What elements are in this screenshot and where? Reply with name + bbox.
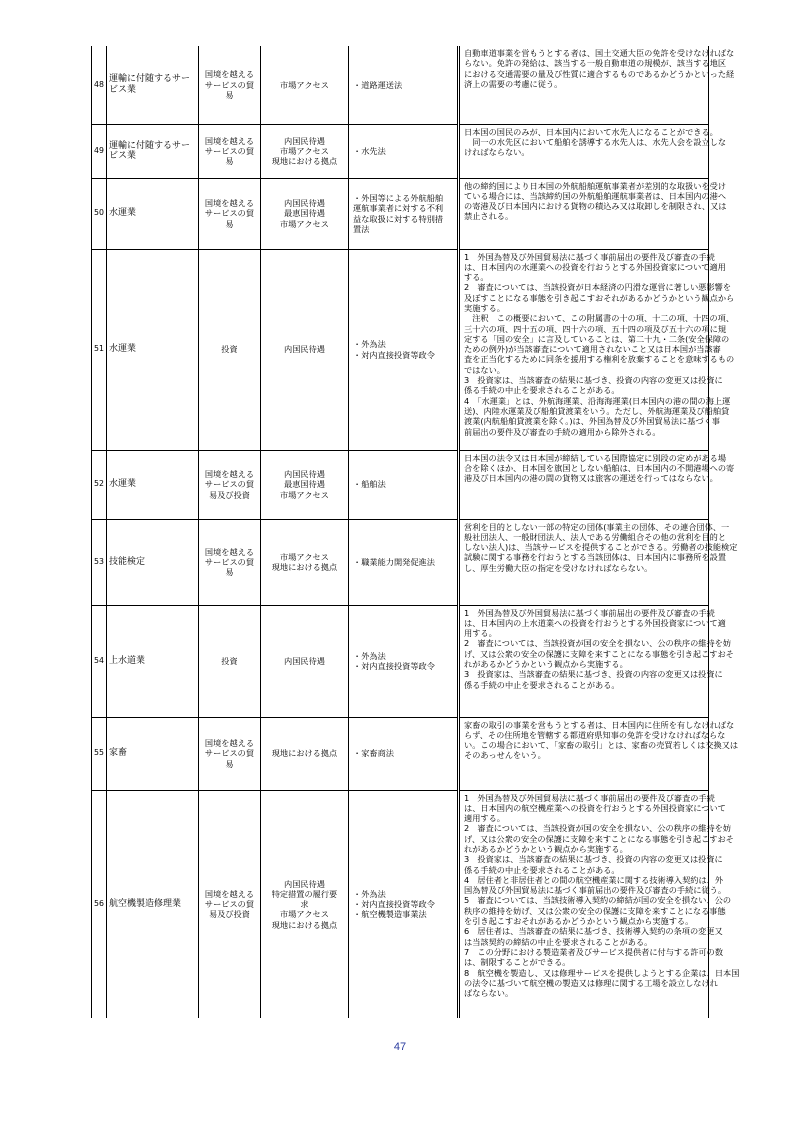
row-number: 53 (92, 519, 107, 605)
cell-line: ければならない。 (464, 147, 530, 158)
cell-line: 及ぼすことになる事態を引き起こすおそれがあるかどうかという観点から (464, 292, 735, 303)
cell-line: 現地における拠点 (271, 562, 338, 572)
obligation-cell (199, 519, 261, 605)
sector-cell: 水運業 (107, 450, 199, 519)
cell-line: 国境を越える (204, 738, 255, 749)
table-row (92, 605, 709, 717)
cell-line: 三十六の項、四十五の項、四十六の項、五十四の項及び五十六の項に規 (464, 323, 727, 334)
cell-line: ・職業能力開発促進法 (353, 556, 435, 567)
cell-line: ている場合には、当該締約国の外航船舶運航事業者は、日本国内の港へ (464, 190, 727, 201)
cell-line: 適用する。 (464, 813, 505, 824)
cell-line: 置法 (353, 223, 370, 234)
cell-line: げ、又は公衆の安全の保護に支障を来すことになる事態を引き起こすおそ (464, 648, 734, 659)
cell-line: 7 この分野における製造業者及びサービス提供者に付与する許可の数 (464, 946, 724, 957)
cell-line: 易 (225, 758, 234, 769)
cell-line: 日本国の国民のみが、日本国内において水先人になることができる。 (464, 126, 718, 137)
description-cell (459, 790, 740, 1018)
cell-line: 易 (225, 567, 234, 578)
cell-line: 実施する。 (464, 302, 505, 313)
obligation-cell (199, 124, 261, 178)
table-row (92, 124, 709, 178)
cell-line: サービスの貿 (204, 556, 255, 567)
cell-line: ・家畜商法 (353, 748, 394, 759)
sector-cell: 家畜 (107, 717, 199, 790)
cell-line: 定する「国の安全」に言及していることは、第二十九・二条(安全保障の (464, 333, 730, 344)
cell-line: 市場アクセス (280, 79, 329, 90)
cell-line: 易及び投資 (209, 909, 250, 920)
cell-line: の寄港及び日本国内における貨物の積込み又は取卸しを制限され、又は (464, 201, 727, 212)
cell-line: 易及び投資 (209, 489, 250, 500)
table-row (92, 46, 709, 124)
cell-line: ではない。 (464, 364, 505, 375)
cell-line: 合を除くほか、日本国を旗国としない船舶は、日本国内の不開港場への寄 (464, 462, 735, 473)
cell-line: は当該契約の締結の中止を要求されることがある。 (464, 936, 653, 947)
cell-line: 1 外国為替及び外国貿易法に基づく事前届出の要件及び審査の手続 (464, 607, 715, 618)
category-cell (261, 249, 349, 450)
cell-line: は、日本国内の水運業への投資を行おうとする外国投資家について適用 (464, 261, 726, 272)
obligation-cell (199, 605, 261, 717)
description-cell (459, 519, 738, 605)
category-cell (261, 717, 349, 790)
category-cell (261, 519, 349, 605)
category-cell (261, 178, 349, 249)
cell-line: 市場アクセス (280, 218, 329, 229)
cell-line: 易 (225, 156, 234, 167)
law-cell (349, 249, 459, 450)
cell-line: ・外国等による外航船舶 (353, 192, 444, 203)
cell-line: 市場アクセス (280, 551, 329, 562)
cell-line: しない法人)は、当該サービスを提供することができる。労働者の技能検定 (464, 542, 738, 553)
obligation-cell (199, 178, 261, 249)
cell-line: 港及び日本国内の港の間の貨物又は旅客の運送を行ってはならない。 (464, 473, 718, 484)
law-cell (349, 450, 459, 519)
cell-line: 5 審査については、当該技術導入契約の締結が国の安全を損ない、公の (464, 895, 732, 906)
cell-line: げ、又は公衆の安全の保護に支障を来すことになる事態を引き起こすおそ (464, 833, 734, 844)
cell-line: を引き起こすおそれがあるかどうかという観点から実施する。 (464, 916, 694, 927)
cell-line: 市場アクセス (280, 145, 329, 156)
cell-line: 試験に関する事務を行おうとする当該団体は、日本国内に事務所を設置 (464, 552, 727, 563)
cell-line: ・航空機製造事業法 (353, 909, 427, 920)
cell-line: 3 投資家は、当該審査の結果に基づき、投資の内容の変更又は投資に (464, 854, 723, 865)
cell-line: い。この場合において、「家畜の取引」とは、家畜の売買若しくは交換又は (464, 740, 739, 751)
cell-line: 送)、内陸水運業及び船舶貸渡業をいう。ただし、外航海運業及び船舶貸 (464, 405, 730, 416)
table-row (92, 519, 709, 605)
sector-cell: 運輸に付随するサービス業 (107, 46, 199, 124)
cell-line: サービスの貿 (204, 79, 255, 90)
cell-line: ・船舶法 (353, 479, 386, 490)
obligation-cell (199, 790, 261, 1018)
cell-line: サービスの貿 (204, 748, 255, 759)
cell-line: 内国民待遇 (284, 655, 325, 666)
cell-line: する。 (464, 272, 489, 283)
table-row (92, 249, 709, 450)
cell-line: 他の締約国により日本国の外航船舶運航事業者が差別的な取扱いを受け (464, 180, 727, 191)
cell-line: 投資 (221, 655, 238, 666)
law-cell (349, 605, 459, 717)
reservations-table (91, 46, 740, 1018)
cell-line: し、厚生労働大臣の指定を受けなければならない。 (464, 562, 653, 573)
cell-line: サービスの貿 (204, 208, 255, 219)
description-cell (459, 46, 735, 124)
cell-line: 最恵国待遇 (284, 479, 325, 490)
cell-line: 前届出の要件及び審査の手続の適用から除外される。 (464, 426, 661, 437)
cell-line: 2 審査については、当該投資が国の安全を損ない、公の秩序の維持を妨 (464, 823, 732, 834)
cell-line: 3 投資家は、当該審査の結果に基づき、投資の内容の変更又は投資に (464, 375, 723, 386)
cell-line: サービスの貿 (204, 899, 255, 910)
row-number: 52 (92, 450, 107, 519)
cell-line: 注釈 この概要において、この附属書の十の項、十二の項、十四の項、 (464, 313, 735, 324)
cell-line: れがあるかどうかという観点から実施する。 (464, 658, 628, 669)
cell-line: 特定措置の履行要 (271, 888, 338, 899)
cell-line: 渡業(内航船舶貸渡業を除く。)は、外国為替及び外国貿易法に基づく事 (464, 416, 720, 427)
cell-line: 係る手続の中止を要求されることがある。 (464, 864, 620, 875)
cell-line: 係る手続の中止を要求されることがある。 (464, 385, 620, 396)
cell-line: 国境を越える (204, 69, 255, 80)
cell-line: 家畜の取引の事業を営もうとする者は、日本国内に住所を有しなければな (464, 719, 735, 730)
cell-line: 市場アクセス (280, 489, 329, 500)
cell-line: 内国民待遇 (284, 198, 325, 209)
cell-line: 営利を目的としない一部の特定の団体(事業主の団体、その連合団体、一 (464, 521, 730, 532)
obligation-cell (199, 46, 261, 124)
obligation-cell (199, 450, 261, 519)
cell-line: の法令に基づいて航空機の製造又は修理に関する工場を設立しなけれ (464, 977, 718, 988)
cell-line: 済上の需要の考慮に従う。 (464, 78, 563, 89)
cell-line: は、日本国内の上水道業への投資を行おうとする外国投資家について適 (464, 617, 726, 628)
cell-line: 用する。 (464, 628, 497, 639)
cell-line: 国境を越える (204, 888, 255, 899)
cell-line: 同一の水先区において船舶を誘導する水先人は、水先人会を設立しな (464, 136, 727, 147)
row-number: 55 (92, 717, 107, 790)
law-cell (349, 790, 459, 1018)
cell-line: そのあっせんをいう。 (464, 750, 546, 761)
table-body (92, 46, 740, 1018)
cell-line: ・外為法 (353, 339, 386, 350)
cell-line: ための例外)が当該審査について適用されないこと又は日本国が当該審 (464, 344, 721, 355)
row-number: 48 (92, 46, 107, 124)
description-cell (459, 605, 734, 717)
cell-line: らず、その住所地を管轄する都道府県知事の免許を受けなければならな (464, 729, 726, 740)
category-cell (261, 450, 349, 519)
category-cell (261, 605, 349, 717)
cell-line: 益な取扱に対する特別措 (353, 213, 444, 224)
page-number: 47 (393, 1041, 407, 1053)
obligation-cell (199, 249, 261, 450)
cell-line: れがあるかどうかという観点から実施する。 (464, 843, 628, 854)
cell-line: ばならない。 (464, 988, 514, 999)
cell-line: 2 審査については、当該投資が日本経済の円滑な運営に著しい悪影響を (464, 282, 732, 293)
cell-line: 査を正当化するために同条を援用する権利を放棄することを意味するもの (464, 354, 735, 365)
cell-line: 般社団法人、一般財団法人、法人である労働組合その他の営利を目的と (464, 531, 727, 542)
cell-line: 1 外国為替及び外国貿易法に基づく事前届出の要件及び審査の手続 (464, 251, 715, 262)
cell-line: 4 居住者と非居住者との間の航空機産業に関する技術導入契約は、外 (464, 874, 724, 885)
cell-line: 日本国の法令又は日本国が締結している国際協定に別段の定めがある場 (464, 452, 727, 463)
cell-line: 内国民待遇 (284, 878, 325, 889)
sector-cell: 運輸に付随するサービス業 (107, 124, 199, 178)
description-cell (459, 450, 735, 519)
cell-line: ・水先法 (353, 145, 386, 156)
table-row (92, 790, 709, 1018)
sector-cell: 水運業 (107, 249, 199, 450)
law-cell (349, 178, 459, 249)
category-cell (261, 46, 349, 124)
cell-line: サービスの貿 (204, 479, 255, 490)
cell-line: 国境を越える (204, 135, 255, 146)
cell-line: ・外為法 (353, 650, 386, 661)
cell-line: ・外為法 (353, 888, 386, 899)
cell-line: 現地における拠点 (271, 919, 338, 930)
cell-line: 市場アクセス (280, 909, 329, 920)
cell-line: 投資 (221, 344, 238, 355)
description-cell (459, 178, 727, 249)
cell-line: 6 居住者は、当該審査の結果に基づき、技術導入契約の条項の変更又 (464, 926, 723, 937)
table-row (92, 450, 709, 519)
cell-line: 現地における拠点 (271, 156, 338, 167)
cell-line: 現地における拠点 (271, 748, 338, 759)
cell-line: 運航事業者に対する不利 (353, 203, 444, 214)
cell-line: 3 投資家は、当該審査の結果に基づき、投資の内容の変更又は投資に (464, 669, 723, 680)
cell-line: ・道路運送法 (353, 79, 403, 90)
sector-cell: 水運業 (107, 178, 199, 249)
description-cell (459, 249, 735, 450)
row-number: 49 (92, 124, 107, 178)
cell-line: 求 (300, 899, 309, 910)
cell-line: 内国民待遇 (284, 344, 325, 355)
sector-cell: 航空機製造修理業 (107, 790, 199, 1018)
description-cell (459, 124, 727, 178)
row-number: 51 (92, 249, 107, 450)
law-cell (349, 46, 459, 124)
cell-line: 最恵国待遇 (284, 208, 325, 219)
cell-line: 自動車道事業を営もうとする者は、国土交通大臣の免許を受けなければな (464, 48, 735, 58)
cell-line: 禁止される。 (464, 211, 514, 222)
row-number: 50 (92, 178, 107, 249)
cell-line: 4 「水運業」とは、外航海運業、沿海海運業(日本国内の港の間の海上運 (464, 395, 731, 406)
cell-line: 国境を越える (204, 546, 255, 557)
cell-line: 秩序の維持を妨げ、又は公衆の安全の保護に支障を来すことになる事態 (464, 905, 726, 916)
cell-line: 国境を越える (204, 198, 255, 209)
cell-line: 1 外国為替及び外国貿易法に基づく事前届出の要件及び審査の手続 (464, 792, 715, 803)
sector-cell: 上水道業 (107, 605, 199, 717)
cell-line: 易 (225, 218, 234, 229)
law-cell (349, 717, 459, 790)
cell-line: 係る手続の中止を要求されることがある。 (464, 679, 620, 690)
cell-line: は、日本国内の航空機産業への投資を行おうとする外国投資家について (464, 802, 726, 813)
category-cell (261, 124, 349, 178)
cell-line: 国境を越える (204, 469, 255, 480)
cell-line: 内国民待遇 (284, 469, 325, 480)
row-number: 54 (92, 605, 107, 717)
cell-line: 2 審査については、当該投資が国の安全を損ない、公の秩序の維持を妨 (464, 638, 732, 649)
cell-line: ・対内直接投資等政令 (353, 349, 435, 360)
description-cell (459, 717, 739, 790)
table-row (92, 178, 709, 249)
cell-line: 易 (225, 89, 234, 100)
table-row (92, 717, 709, 790)
cell-line: における交通需要の量及び性質に適合するものであるかどうかといった経 (464, 68, 735, 79)
law-cell (349, 124, 459, 178)
category-cell (261, 790, 349, 1018)
cell-line: 8 航空機を製造し、又は修理サービスを提供しようとする企業は、日本国 (464, 967, 740, 978)
cell-line: 内国民待遇 (284, 135, 325, 146)
cell-line: ・対内直接投資等政令 (353, 661, 435, 671)
law-cell (349, 519, 459, 605)
cell-line: サービスの貿 (204, 145, 255, 156)
obligation-cell (199, 717, 261, 790)
sector-cell: 技能検定 (107, 519, 199, 605)
cell-line: ・対内直接投資等政令 (353, 899, 435, 910)
cell-line: 国為替及び外国貿易法に基づく事前届出の要件及び審査の手続に従う。 (464, 885, 727, 896)
cell-line: らない。免許の発給は、該当する一般自動車道の規模が、該当する地区 (464, 58, 727, 69)
cell-line: は、制限することができる。 (464, 957, 571, 968)
row-number: 56 (92, 790, 107, 1018)
